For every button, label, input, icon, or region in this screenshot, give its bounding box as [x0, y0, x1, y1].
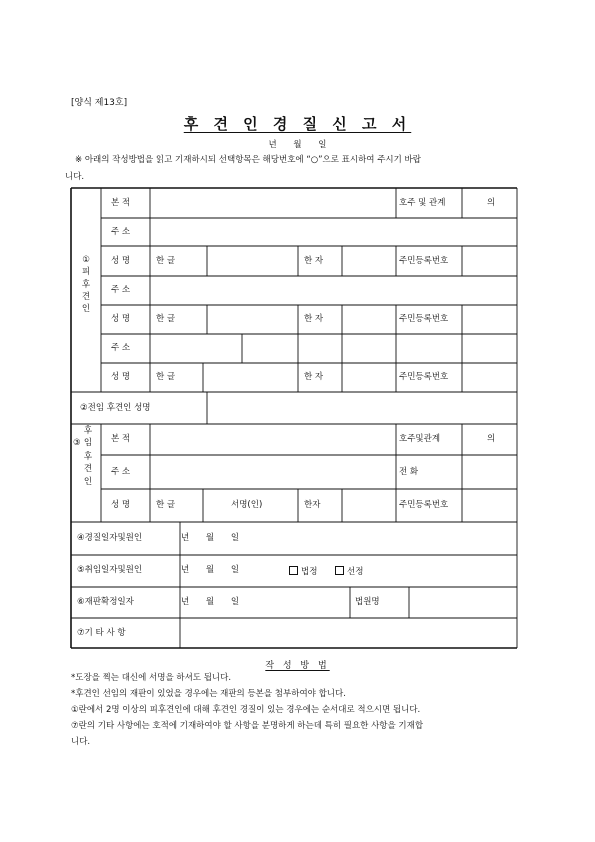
elected-label: 선정	[347, 567, 364, 577]
method-note-5: 니다.	[71, 737, 91, 747]
hanja-label: 한 자	[304, 256, 324, 266]
household-relation-label: 호주 및 관계	[399, 198, 446, 208]
phone-label: 전 화	[399, 467, 419, 477]
former-guardian-label: ②전임 후견인 성명	[80, 403, 151, 413]
household-relation-label: 호주및관계	[399, 434, 441, 444]
hangul-label: 한 글	[156, 314, 176, 324]
assume-date-label: ⑤취임일자및원인	[77, 565, 143, 575]
statutory-option[interactable]	[289, 566, 317, 577]
address-label: 주 소	[111, 467, 131, 477]
method-title-text: 작 성 방 법	[265, 661, 330, 671]
hanja-label: 한자	[304, 500, 321, 510]
address-label: 주 소	[111, 227, 131, 237]
change-date-label: ④경질일자및원인	[77, 533, 143, 543]
hangul-label: 한 글	[156, 256, 176, 266]
hanja-label: 한 자	[304, 314, 324, 324]
name-label: 성 명	[111, 372, 131, 382]
hanja-label: 한 자	[304, 372, 324, 382]
assume-date-parts: 년 월 일	[181, 565, 240, 575]
signature-label: 서명(인)	[231, 500, 263, 510]
statutory-checkbox[interactable]	[289, 566, 298, 575]
other-matters-label: ⑦기 타 사 항	[77, 628, 126, 638]
ui-label: 의	[487, 198, 496, 208]
document-title-text: 후 견 인 경 질 신 고 서	[183, 115, 412, 133]
court-label: 법원명	[355, 597, 380, 607]
resident-number-label: 주민등록번호	[399, 500, 449, 510]
form-number-label: [양식 제13호]	[71, 98, 128, 108]
instruction-text-line-2: 니다.	[65, 172, 85, 182]
judgment-date-label: ⑥재판확정일자	[77, 597, 134, 607]
name-label: 성 명	[111, 256, 131, 266]
new-guardian-label-number: ③	[73, 438, 81, 448]
new-guardian-label-bottom: 후 견 인	[83, 452, 93, 487]
elected-option[interactable]	[335, 566, 363, 577]
honjeok-label: 본 적	[111, 198, 131, 208]
date-line: 년 월 일	[268, 140, 327, 150]
ward-section-label: ① 피 후 견 인	[81, 255, 91, 315]
resident-number-label: 주민등록번호	[399, 372, 449, 382]
honjeok-label: 본 적	[111, 434, 131, 444]
address-label: 주 소	[111, 343, 131, 353]
address-label: 주 소	[111, 285, 131, 295]
name-label: 성 명	[111, 314, 131, 324]
new-guardian-label-top: 후 임	[83, 426, 93, 449]
resident-number-label: 주민등록번호	[399, 256, 449, 266]
method-note-4: ⑦란의 기타 사항에는 호적에 기재하여야 할 사항을 분명하게 하는데 특히 필요한 사항을 기재합	[71, 721, 424, 731]
hangul-label: 한 글	[156, 372, 176, 382]
elected-checkbox[interactable]	[335, 566, 344, 575]
change-date-parts: 년 월 일	[181, 533, 240, 543]
method-note-1: *도장을 찍는 대신에 서명을 하셔도 됩니다.	[71, 673, 232, 683]
instruction-text-line-1: ※ 아래의 작성방법을 읽고 기재하시되 선택항목은 해당번호에 “○”으로 표시하여 주시기 바랍	[75, 155, 421, 165]
method-note-3: ①란에서 2명 이상의 피후견인에 대해 후견인 경질이 있는 경우에는 순서대로 적으시면 됩니다.	[71, 705, 421, 715]
hangul-label: 한 글	[156, 500, 176, 510]
method-note-2: *후견인 선임의 재판이 있었을 경우에는 재판의 등본을 첨부하여야 합니다.	[71, 689, 346, 699]
statutory-label: 법정	[301, 567, 318, 577]
method-title	[0, 658, 595, 671]
name-label: 성 명	[111, 500, 131, 510]
judgment-date-parts: 년 월 일	[181, 597, 240, 607]
ui-label: 의	[487, 434, 496, 444]
resident-number-label: 주민등록번호	[399, 314, 449, 324]
